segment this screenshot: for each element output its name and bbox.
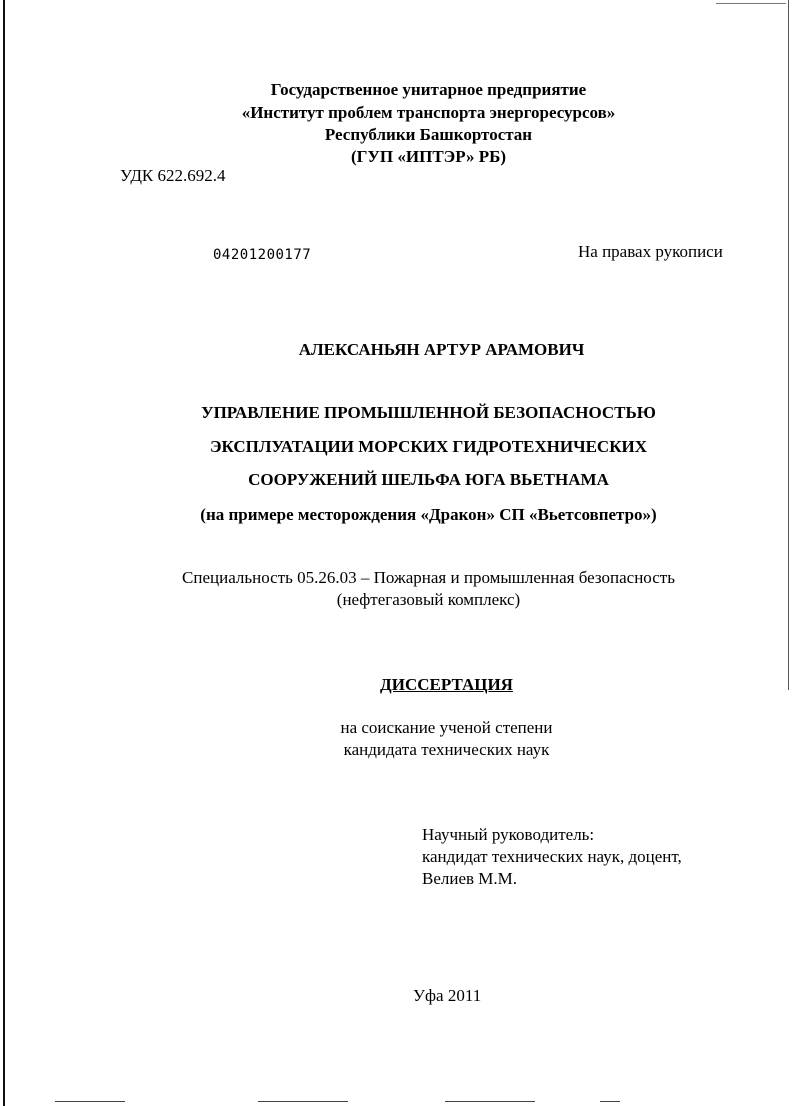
scan-edge-bottom	[258, 1101, 348, 1102]
document-type-heading: ДИССЕРТАЦИЯ	[380, 675, 513, 694]
scan-edge-top	[716, 3, 786, 4]
org-line-3: Республики Башкортостан	[324, 125, 533, 144]
registration-stamp-number: 04201200177	[213, 247, 312, 263]
org-line-1: Государственное унитарное предприятие	[270, 80, 587, 99]
title-line-2: ЭКСПЛУАТАЦИИ МОРСКИХ ГИДРОТЕХНИЧЕСКИХ	[209, 437, 648, 456]
title-line-1: УПРАВЛЕНИЕ ПРОМЫШЛЕННОЙ БЕЗОПАСНОСТЬЮ	[201, 403, 656, 422]
title-subtitle: (на примере месторождения «Дракон» СП «Вьетсовпетро»)	[200, 505, 657, 524]
org-line-4: (ГУП «ИПТЭР» РБ)	[350, 147, 507, 166]
author-name: АЛЕКСАНЬЯН АРТУР АРАМОВИЧ	[298, 340, 585, 359]
title-line-3: СООРУЖЕНИЙ ШЕЛЬФА ЮГА ВЬЕТНАМА	[248, 470, 609, 489]
degree-line-2: кандидата технических наук	[343, 740, 550, 759]
degree-line-1: на соискание ученой степени	[340, 718, 553, 737]
scan-edge-bottom	[55, 1101, 125, 1102]
scan-edge-bottom	[600, 1101, 620, 1102]
scan-edge-left	[3, 0, 5, 1106]
specialty-line-1: Специальность 05.26.03 – Пожарная и промышленная безопасность	[182, 568, 675, 587]
supervisor-degree: кандидат технических наук, доцент,	[422, 847, 682, 866]
udk-code: УДК 622.692.4	[120, 166, 226, 185]
supervisor-name: Велиев М.М.	[422, 869, 518, 888]
manuscript-rights-label: На правах рукописи	[578, 242, 723, 261]
city-year: Уфа 2011	[413, 986, 482, 1005]
scan-edge-bottom	[445, 1101, 535, 1102]
supervisor-label: Научный руководитель:	[422, 825, 595, 844]
specialty-line-2: (нефтегазовый комплекс)	[336, 590, 521, 609]
org-line-2: «Институт проблем транспорта энергоресурсов»	[241, 103, 616, 122]
